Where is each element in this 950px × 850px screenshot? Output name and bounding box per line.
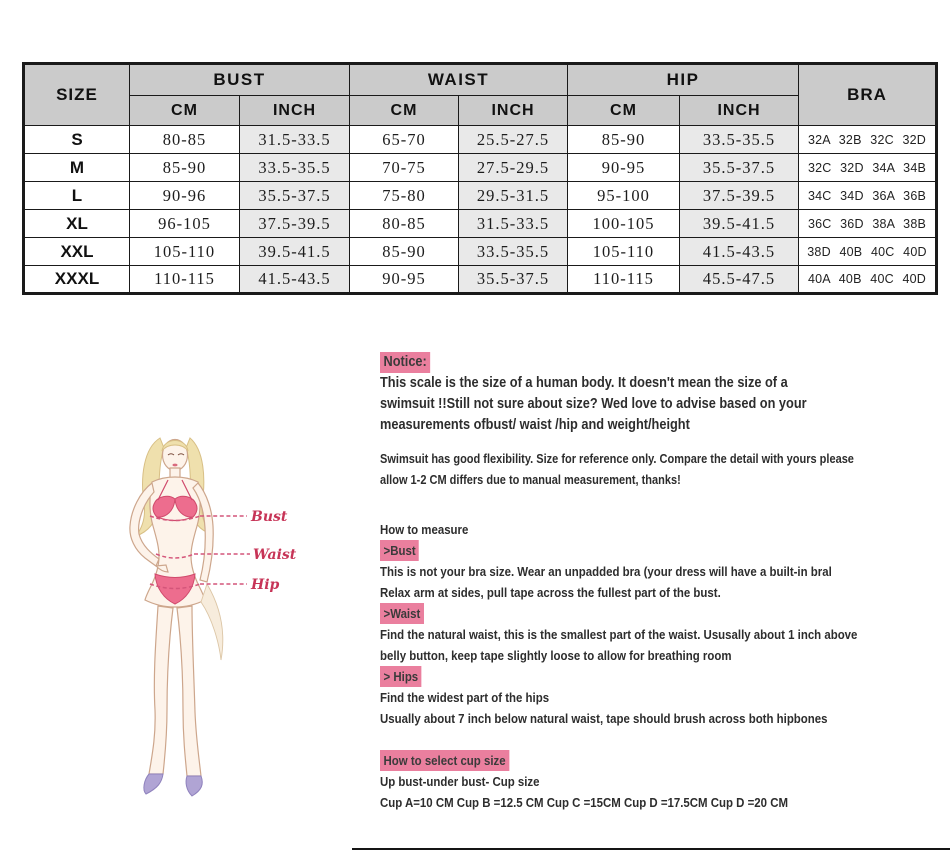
- bust-inch-cell: 41.5-43.5: [240, 266, 350, 294]
- hip-inch-cell: 39.5-41.5: [680, 210, 799, 238]
- bra-cell: 40A 40B 40C 40D: [799, 266, 937, 294]
- figure-lips: [173, 464, 178, 467]
- unit-header-cm: CM: [350, 96, 459, 126]
- notice-section: [380, 352, 943, 436]
- bust-inch-cell: 31.5-33.5: [240, 126, 350, 154]
- waist-cm-cell: 75-80: [350, 182, 459, 210]
- bust-cm-cell: 110-115: [130, 266, 240, 294]
- hip-label: Hip: [251, 577, 280, 593]
- bust-cm-cell: 105-110: [130, 238, 240, 266]
- waist-cm-cell: 70-75: [350, 154, 459, 182]
- bust-cm-cell: 96-105: [130, 210, 240, 238]
- waist-cm-cell: 85-90: [350, 238, 459, 266]
- table-row: [24, 182, 937, 210]
- bust-instruction: This is not your bra size. Wear an unpadded bra (your dress will have a built-in bral: [380, 564, 832, 579]
- waist-instruction: Find the natural waist, this is the smallest part of the waist. Ususally about 1 inch above: [380, 627, 858, 642]
- hip-cm-cell: 90-95: [568, 154, 680, 182]
- hip-cm-cell: 85-90: [568, 126, 680, 154]
- cup-size-line: Cup A=10 CM Cup B =12.5 CM Cup C =15CM Cup D =17.5CM Cup D =20 CM: [380, 795, 789, 810]
- bust-inch-cell: 39.5-41.5: [240, 238, 350, 266]
- waist-cm-cell: 65-70: [350, 126, 459, 154]
- table-row: [24, 126, 937, 154]
- notice-line: This scale is the size of a human body. It doesn't mean the size of a: [380, 375, 788, 391]
- hip-cm-cell: 105-110: [568, 238, 680, 266]
- table-row: [24, 238, 937, 266]
- unit-header-inch: INCH: [459, 96, 568, 126]
- flexibility-section: [380, 449, 943, 491]
- notice-title: Notice:: [380, 352, 430, 373]
- waist-inch-cell: 25.5-27.5: [459, 126, 568, 154]
- size-chart-table: [22, 62, 938, 295]
- how-to-measure-section: [380, 519, 943, 729]
- unit-header-cm: CM: [130, 96, 240, 126]
- hips-heading: > Hips: [380, 666, 422, 687]
- bust-cm-cell: 90-96: [130, 182, 240, 210]
- waist-inch-cell: 31.5-33.5: [459, 210, 568, 238]
- size-cell: S: [24, 126, 130, 154]
- cup-size-section: [380, 750, 943, 813]
- bra-cell: 38D 40B 40C 40D: [799, 238, 937, 266]
- waist-inch-cell: 29.5-31.5: [459, 182, 568, 210]
- body-measurement-figure: [100, 424, 380, 824]
- col-header-hip: HIP: [568, 64, 799, 96]
- bust-heading: >Bust: [380, 540, 419, 561]
- unit-header-cm: CM: [568, 96, 680, 126]
- col-header-waist: WAIST: [350, 64, 568, 96]
- cup-size-line: Up bust-under bust- Cup size: [380, 774, 540, 789]
- figure-shoe: [144, 774, 163, 794]
- waist-inch-cell: 33.5-35.5: [459, 238, 568, 266]
- waist-inch-cell: 27.5-29.5: [459, 154, 568, 182]
- hips-instruction: Find the widest part of the hips: [380, 690, 550, 705]
- size-cell: M: [24, 154, 130, 182]
- bust-label: Bust: [251, 509, 288, 525]
- notice-line: swimsuit !!Still not sure about size? Wed love to advise based on your: [380, 396, 807, 412]
- hip-inch-cell: 45.5-47.5: [680, 266, 799, 294]
- hip-cm-cell: 95-100: [568, 182, 680, 210]
- flexibility-line: allow 1-2 CM differs due to manual measurement, thanks!: [380, 473, 681, 487]
- how-to-measure-title: How to measure: [380, 522, 469, 537]
- size-cell: XXL: [24, 238, 130, 266]
- bra-cell: 32C 32D 34A 34B: [799, 154, 937, 182]
- col-header-bust: BUST: [130, 64, 350, 96]
- bust-cm-cell: 80-85: [130, 126, 240, 154]
- hip-inch-cell: 41.5-43.5: [680, 238, 799, 266]
- hip-inch-cell: 35.5-37.5: [680, 154, 799, 182]
- cup-size-title: How to select cup size: [380, 750, 509, 771]
- hips-instruction: Usually about 7 inch below natural waist, tape should brush across both hipbones: [380, 711, 828, 726]
- waist-instruction: belly button, keep tape slightly loose to allow for breathing room: [380, 648, 732, 663]
- waist-heading: >Waist: [380, 603, 424, 624]
- figure-right-leg: [177, 606, 201, 776]
- bra-cell: 32A 32B 32C 32D: [799, 126, 937, 154]
- bust-inch-cell: 33.5-35.5: [240, 154, 350, 182]
- size-cell: XXXL: [24, 266, 130, 294]
- figure-shoe: [186, 776, 202, 796]
- bra-cell: 36C 36D 38A 38B: [799, 210, 937, 238]
- unit-header-inch: INCH: [240, 96, 350, 126]
- hip-cm-cell: 100-105: [568, 210, 680, 238]
- bust-cm-cell: 85-90: [130, 154, 240, 182]
- hip-inch-cell: 37.5-39.5: [680, 182, 799, 210]
- flexibility-line: Swimsuit has good flexibility. Size for reference only. Compare the detail with yours please: [380, 452, 854, 466]
- bust-inch-cell: 37.5-39.5: [240, 210, 350, 238]
- size-cell: L: [24, 182, 130, 210]
- notice-line: measurements ofbust/ waist /hip and weight/height: [380, 417, 690, 433]
- waist-label: Waist: [253, 547, 297, 563]
- waist-cm-cell: 90-95: [350, 266, 459, 294]
- figure-left-leg: [149, 606, 173, 774]
- unit-header-inch: INCH: [680, 96, 799, 126]
- hip-inch-cell: 33.5-35.5: [680, 126, 799, 154]
- notes-column: [380, 352, 943, 813]
- figure-fabric: [201, 584, 223, 660]
- table-row: [24, 154, 937, 182]
- bust-inch-cell: 35.5-37.5: [240, 182, 350, 210]
- table-header-row-groups: [24, 64, 937, 96]
- size-cell: XL: [24, 210, 130, 238]
- bra-cell: 34C 34D 36A 36B: [799, 182, 937, 210]
- col-header-bra: BRA: [799, 64, 937, 126]
- col-header-size: SIZE: [24, 64, 130, 126]
- waist-cm-cell: 80-85: [350, 210, 459, 238]
- waist-inch-cell: 35.5-37.5: [459, 266, 568, 294]
- bust-instruction: Relax arm at sides, pull tape across the fullest part of the bust.: [380, 585, 721, 600]
- table-row: [24, 210, 937, 238]
- hip-cm-cell: 110-115: [568, 266, 680, 294]
- table-row: [24, 266, 937, 294]
